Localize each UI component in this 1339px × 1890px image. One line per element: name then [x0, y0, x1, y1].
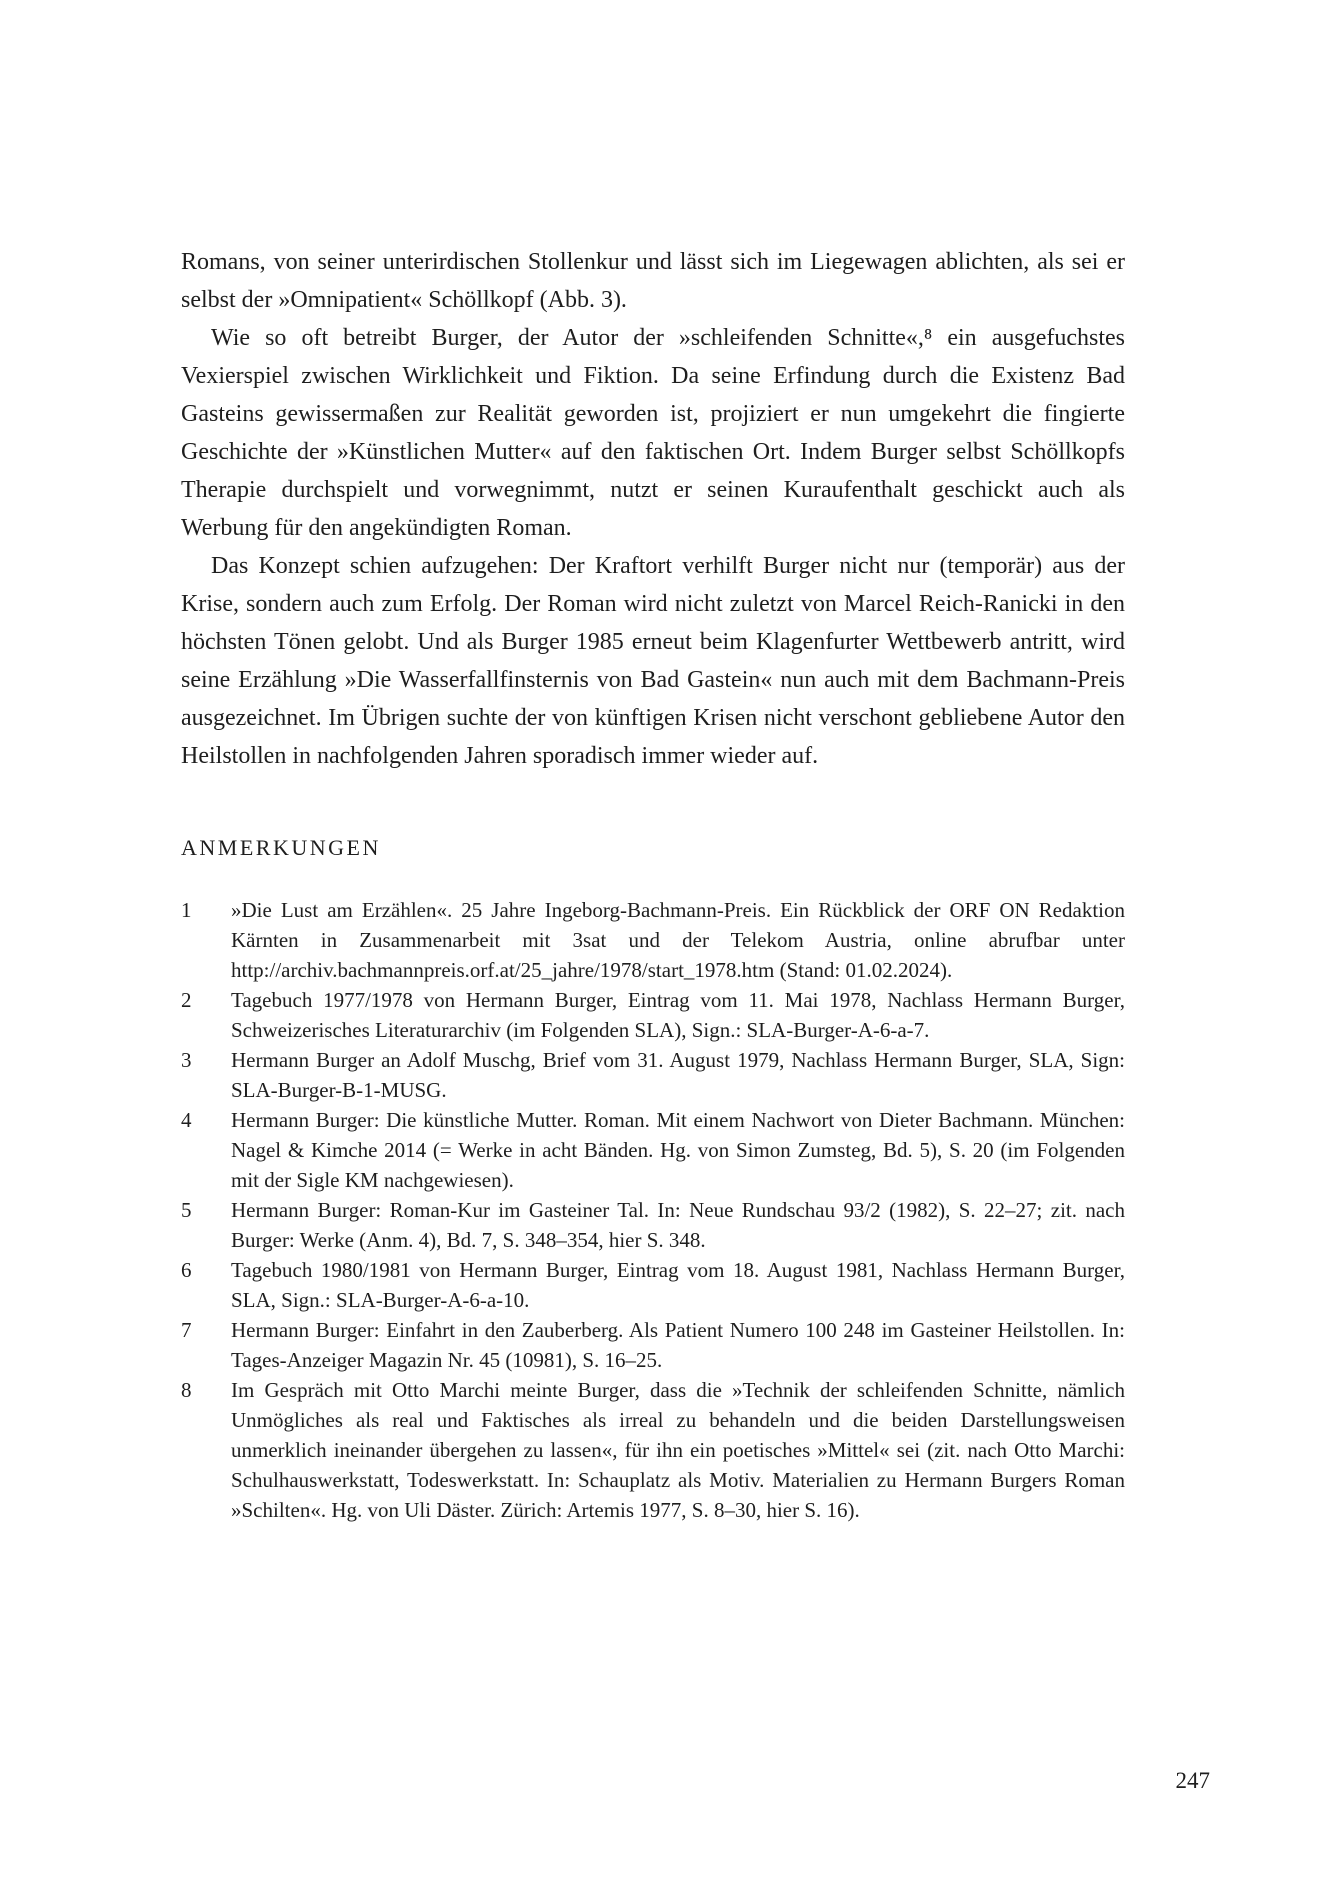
footnote-number: 3 [181, 1048, 192, 1072]
footnote [181, 1105, 1125, 1195]
body-paragraph: Romans, von seiner unterirdischen Stollenkur und lässt sich im Liegewagen ablichten, als sei er selbst der »Omnipatient« Schöllkopf (Abb. 3). [181, 249, 1125, 313]
page-number: 247 [1175, 1768, 1210, 1793]
footnote-number: 2 [181, 988, 192, 1012]
footnote-number: 5 [181, 1198, 192, 1222]
footnote [181, 895, 1125, 985]
footnote-text: Tagebuch 1980/1981 von Hermann Burger, Eintrag vom 18. August 1981, Nachlass Hermann Burger, SLA, Sign.: SLA-Burger-A-6-a-10. [231, 1258, 1125, 1312]
footnote-text: Hermann Burger: Roman-Kur im Gasteiner Tal. In: Neue Rundschau 93/2 (1982), S. 22–27; zit. nach Burger: Werke (Anm. 4), Bd. 7, S. 348–354, hier S. 348. [231, 1198, 1125, 1252]
footnote [181, 985, 1125, 1045]
footnote [181, 1375, 1125, 1525]
footnotes-list [181, 895, 1125, 1525]
notes-heading: ANMERKUNGEN [181, 835, 381, 860]
footnote-text: Hermann Burger an Adolf Muschg, Brief vom 31. August 1979, Nachlass Hermann Burger, SLA, Sign: SLA-Burger-B-1-MUSG. [231, 1048, 1125, 1102]
body-text [181, 243, 1125, 775]
footnote-number: 6 [181, 1258, 192, 1282]
footnote [181, 1315, 1125, 1375]
footnote [181, 1195, 1125, 1255]
footnote-text: Hermann Burger: Einfahrt in den Zauberberg. Als Patient Numero 100 248 im Gasteiner Heilstollen. In: Tages-Anzeiger Magazin Nr. 45 (10981), S. 16–25. [231, 1318, 1125, 1372]
text-block [181, 243, 1125, 1525]
footnote-number: 1 [181, 898, 192, 922]
footnote-number: 4 [181, 1108, 192, 1132]
footnote-text: Hermann Burger: Die künstliche Mutter. Roman. Mit einem Nachwort von Dieter Bachmann. München: Nagel & Kimche 2014 (= Werke in acht Bänden. Hg. von Simon Zumsteg, Bd. 5), S. 20 (im Folgenden mit der Sigle KM nachgewiesen). [231, 1108, 1125, 1192]
footnote-number: 8 [181, 1378, 192, 1402]
footnote-text: Im Gespräch mit Otto Marchi meinte Burger, dass die »Technik der schleifenden Schnitte, nämlich Unmögliches als real und Faktisches als irreal zu behandeln und die beiden Darstellungsweisen unmerklich ineinander übergehen zu lassen«, für ihn ein poetisches »Mittel« sei (zit. nach Otto Marchi: Schulhauswerkstatt, Todeswerkstatt. In: Schauplatz als Motiv. Materialien zu Hermann Burgers Roman »Schilten«. Hg. von Uli Däster. Zürich: Artemis 1977, S. 8–30, hier S. 16). [231, 1378, 1125, 1522]
footnote [181, 1045, 1125, 1105]
footnote-text: Tagebuch 1977/1978 von Hermann Burger, Eintrag vom 11. Mai 1978, Nachlass Hermann Burger, Schweizerisches Literaturarchiv (im Folgenden SLA), Sign.: SLA-Burger-A-6-a-7. [231, 988, 1125, 1042]
footnote-text: »Die Lust am Erzählen«. 25 Jahre Ingeborg-Bachmann-Preis. Ein Rückblick der ORF ON Redaktion Kärnten in Zusammenarbeit mit 3sat und der Telekom Austria, online abrufbar unter http://archiv.bachmannpreis.orf.at/25_jahre/1978/start_1978.htm (Stand: 01.02.2024). [231, 898, 1125, 982]
body-paragraph: Wie so oft betreibt Burger, der Autor der »schleifenden Schnitte«,⁸ ein ausgefuchstes Vexierspiel zwischen Wirklichkeit und Fiktion. Da seine Erfindung durch die Existenz Bad Gasteins gewissermaßen zur Realität geworden ist, projiziert er nun umgekehrt die fingierte Geschichte der »Künstlichen Mutter« auf den faktischen Ort. Indem Burger selbst Schöllkopfs Therapie durchspielt und vorwegnimmt, nutzt er seinen Kuraufenthalt geschickt auch als Werbung für den angekündigten Roman. [181, 325, 1125, 541]
footnote [181, 1255, 1125, 1315]
footnote-number: 7 [181, 1318, 192, 1342]
body-paragraph: Das Konzept schien aufzugehen: Der Kraftort verhilft Burger nicht nur (temporär) aus der Krise, sondern auch zum Erfolg. Der Roman wird nicht zuletzt von Marcel Reich-Ranicki in den höchsten Tönen gelobt. Und als Burger 1985 erneut beim Klagenfurter Wettbewerb antritt, wird seine Erzählung »Die Wasserfallfinsternis von Bad Gastein« nun auch mit dem Bachmann-Preis ausgezeichnet. Im Übrigen suchte der von künftigen Krisen nicht verschont gebliebene Autor den Heilstollen in nachfolgenden Jahren sporadisch immer wieder auf. [181, 553, 1125, 769]
